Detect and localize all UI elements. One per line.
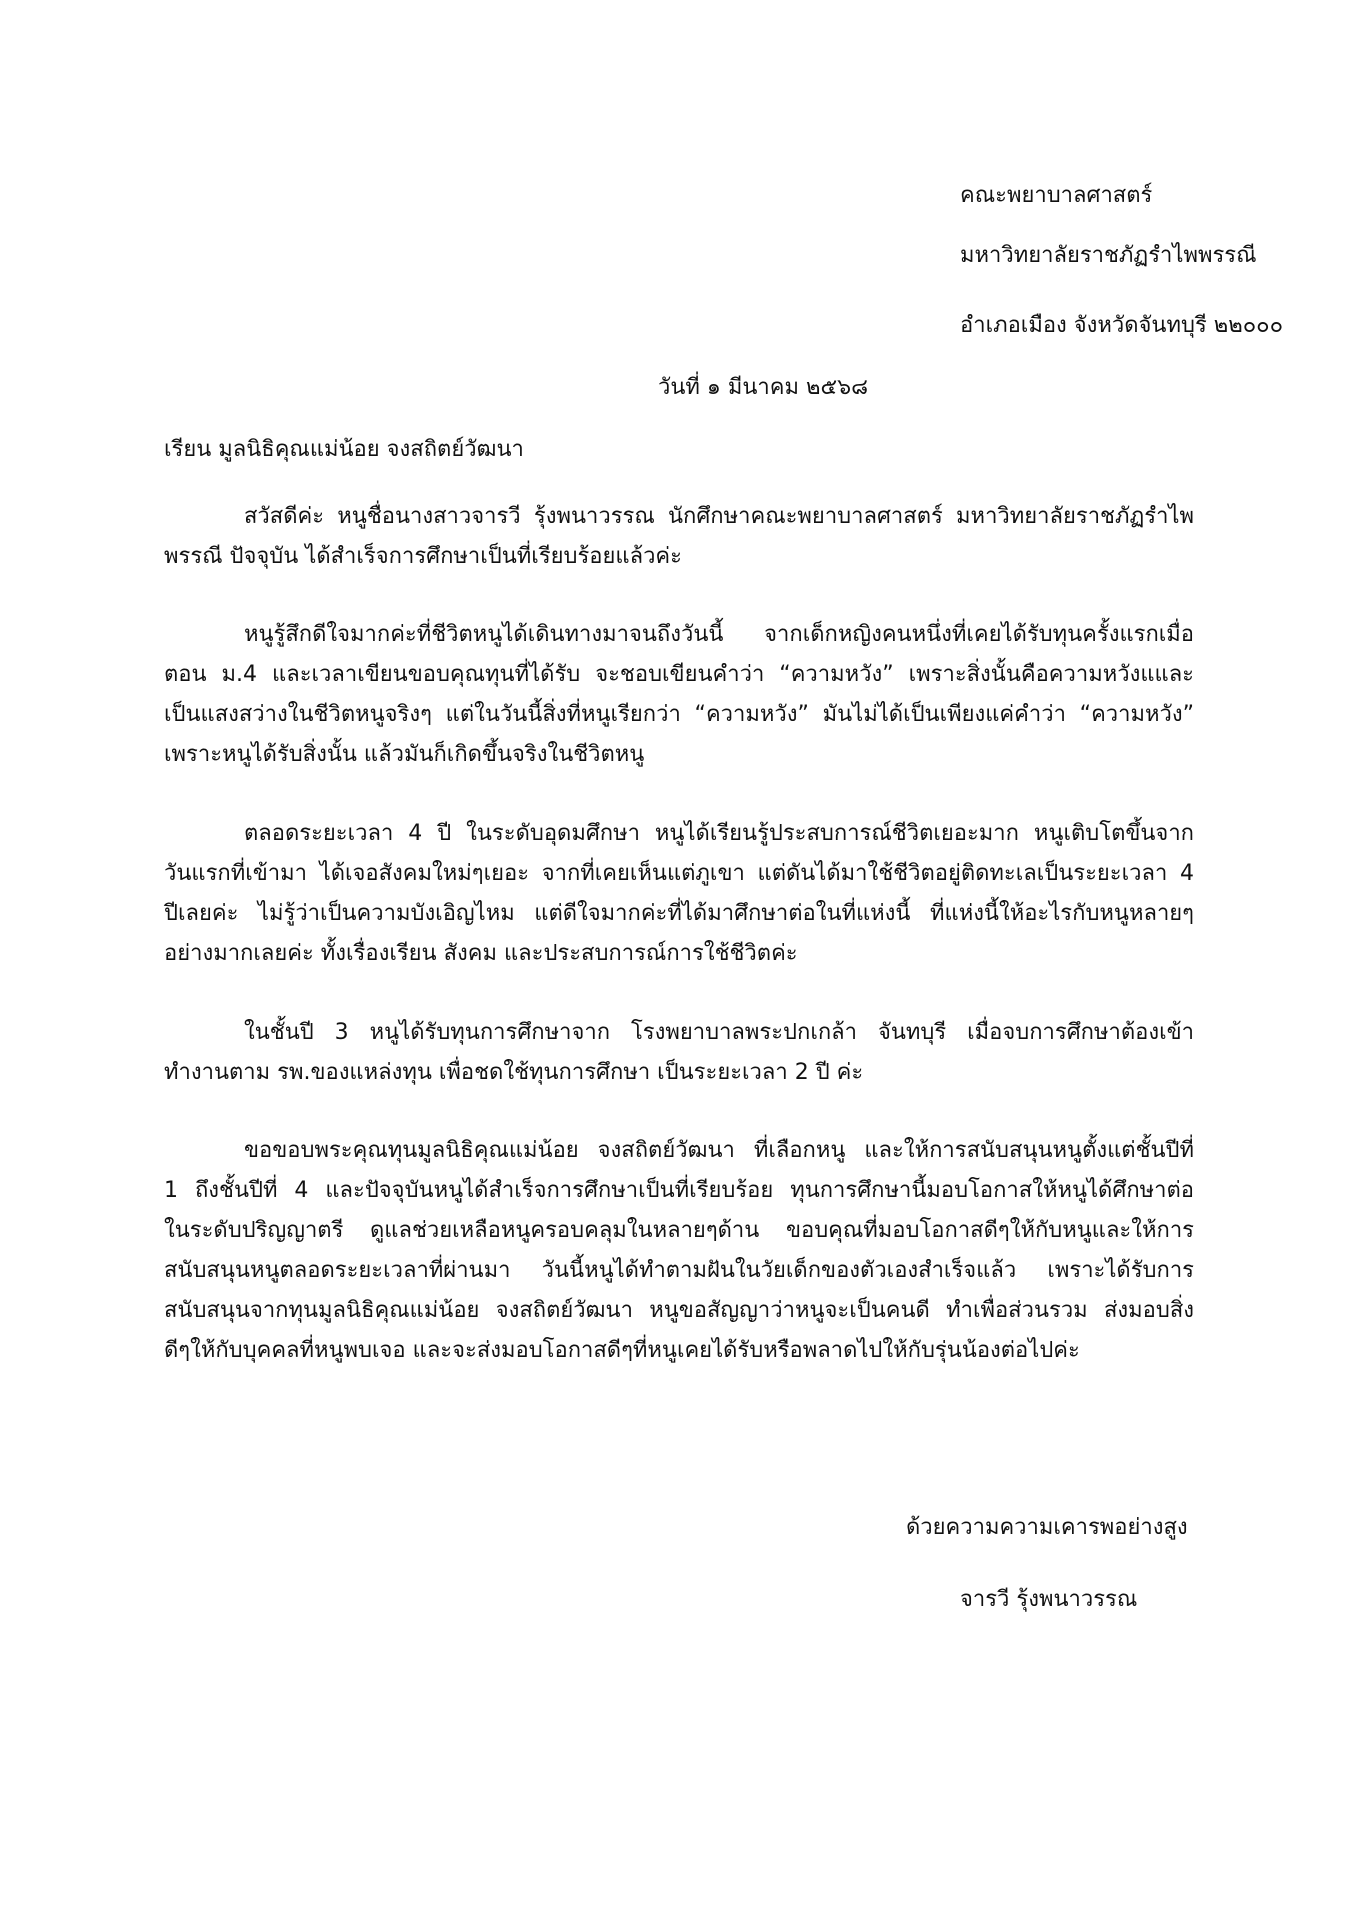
paragraph-4 — [164, 1013, 1194, 1093]
paragraph-line: สวัสดีค่ะ หนูชื่อนางสาวจารวี รุ้งพนาวรรณ นักศึกษาคณะพยาบาลศาสตร์ มหาวิทยาลัยราชภัฏรำไพ — [244, 504, 1194, 529]
paragraph-line: พรรณี ปัจจุบัน ได้สำเร็จการศึกษาเป็นที่เรียบร้อยแล้วค่ะ — [164, 544, 682, 569]
letter-date: วันที่ ๑ มีนาคม ๒๕๖๘ — [658, 375, 869, 400]
paragraph-line: ตลอดระยะเวลา 4 ปี ในระดับอุดมศึกษา หนูได้เรียนรู้ประสบการณ์ชีวิตเยอะมาก หนูเติบโตขึ้นจาก — [244, 821, 1194, 846]
sender-address: อำเภอเมือง จังหวัดจันทบุรี ๒๒๐๐๐ — [960, 313, 1284, 338]
paragraph-2 — [164, 615, 1194, 775]
paragraph-line: 1 ถึงชั้นปีที่ 4 และปัจจุบันหนูได้สำเร็จการศึกษาเป็นที่เรียบร้อย ทุนการศึกษานี้มอบโอกาสให้หนูได้ศึกษาต่อ — [164, 1178, 1194, 1203]
closing-phrase: ด้วยความความเคารพอย่างสูง — [906, 1515, 1188, 1540]
paragraph-line: เป็นแสงสว่างในชีวิตหนูจริงๆ แต่ในวันนี้สิ่งที่หนูเรียกว่า “ความหวัง” มันไม่ได้เป็นเพียงแค่คำว่า “ความหวัง” — [164, 702, 1194, 727]
paragraph-line: หนูรู้สึกดีใจมากค่ะที่ชีวิตหนูได้เดินทางมาจนถึงวันนี้ จากเด็กหญิงคนหนึ่งที่เคยได้รับทุนครั้งแรกเมื่อ — [244, 622, 1194, 647]
paragraph-line: ในชั้นปี 3 หนูได้รับทุนการศึกษาจาก โรงพยาบาลพระปกเกล้า จันทบุรี เมื่อจบการศึกษาต้องเข้า — [244, 1020, 1194, 1045]
paragraph-line: ตอน ม.4 และเวลาเขียนขอบคุณทุนที่ได้รับ จะชอบเขียนคำว่า “ความหวัง” เพราะสิ่งนั้นคือความหวังแและ — [164, 662, 1194, 687]
paragraph-line: ในระดับปริญญาตรี ดูแลช่วยเหลือหนูครอบคลุมในหลายๆด้าน ขอบคุณที่มอบโอกาสดีๆให้กับหนูและให้การ — [164, 1218, 1194, 1243]
signature-name: จารวี รุ้งพนาวรรณ — [960, 1587, 1138, 1612]
salutation: เรียน มูลนิธิคุณแม่น้อย จงสถิตย์วัฒนา — [164, 437, 524, 462]
paragraph-line: ดีๆให้กับบุคคลที่หนูพบเจอ และจะส่งมอบโอกาสดีๆที่หนูเคยได้รับหรือพลาดไปให้กับรุ่นน้องต่อไปค่ะ — [164, 1338, 1080, 1363]
paragraph-line: ปีเลยค่ะ ไม่รู้ว่าเป็นความบังเอิญไหม แต่ดีใจมากค่ะที่ได้มาศึกษาต่อในที่แห่งนี้ ที่แห่งนี้ให้อะไรกับหนูหลายๆ — [164, 901, 1194, 926]
paragraph-line: สนับสนุนหนูตลอดระยะเวลาที่ผ่านมา วันนี้หนูได้ทำตามฝันในวัยเด็กของตัวเองสำเร็จแล้ว เพราะได้รับการ — [164, 1258, 1194, 1283]
paragraph-5 — [164, 1131, 1194, 1371]
paragraph-3 — [164, 814, 1194, 974]
sender-faculty: คณะพยาบาลศาสตร์ — [960, 183, 1153, 208]
sender-university: มหาวิทยาลัยราชภัฏรำไพพรรณี — [960, 243, 1257, 268]
paragraph-line: วันแรกที่เข้ามา ได้เจอสังคมใหม่ๆเยอะ จากที่เคยเห็นแต่ภูเขา แต่ดันได้มาใช้ชีวิตอยู่ติดทะเลเป็นระยะเวลา 4 — [164, 861, 1194, 886]
paragraph-line: สนับสนุนจากทุนมูลนิธิคุณแม่น้อย จงสถิตย์วัฒนา หนูขอสัญญาว่าหนูจะเป็นคนดี ทำเพื่อส่วนรวม ส่งมอบสิ่ง — [164, 1298, 1194, 1323]
paragraph-line: เพราะหนูได้รับสิ่งนั้น แล้วมันก็เกิดขึ้นจริงในชีวิตหนู — [164, 742, 645, 767]
paragraph-line: อย่างมากเลยค่ะ ทั้งเรื่องเรียน สังคม และประสบการณ์การใช้ชีวิตค่ะ — [164, 941, 798, 966]
paragraph-line: ทำงานตาม รพ.ของแหล่งทุน เพื่อชดใช้ทุนการศึกษา เป็นระยะเวลา 2 ปี ค่ะ — [164, 1060, 864, 1085]
paragraph-1 — [164, 497, 1194, 577]
paragraph-line: ขอขอบพระคุณทุนมูลนิธิคุณแม่น้อย จงสถิตย์วัฒนา ที่เลือกหนู และให้การสนับสนุนหนูตั้งแต่ชั้นปีที่ — [244, 1138, 1194, 1163]
